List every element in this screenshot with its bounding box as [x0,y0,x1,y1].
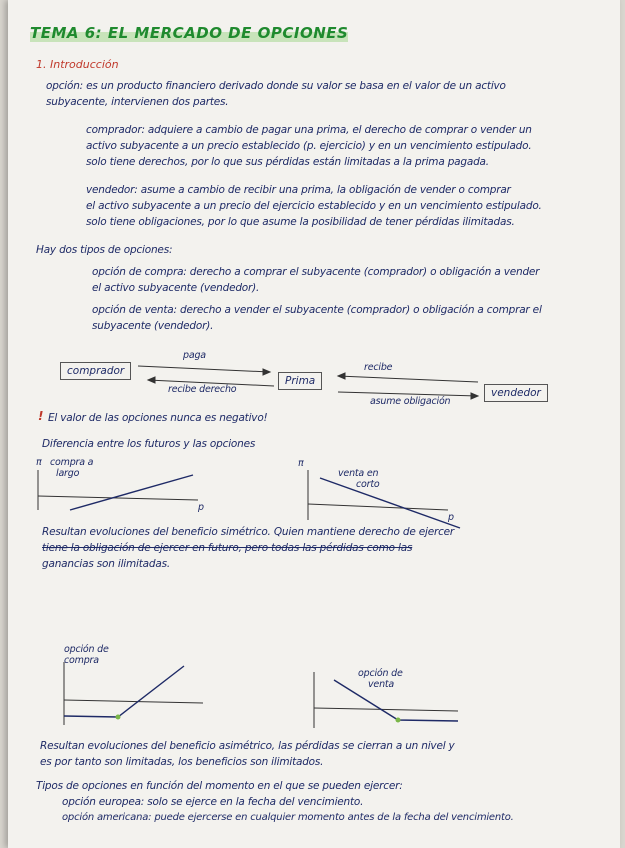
diagram-comprador-box: comprador [60,362,131,380]
diagram-asume-label: asume obligación [370,396,451,407]
graph2-axis-x [308,504,448,510]
graph1-pi: π [36,457,42,468]
warning-text: El valor de las opciones nunca es negativo! [48,412,268,424]
graph2-pi: π [298,458,304,469]
venta-line-1: opción de venta: derecho a vender el subyacente (comprador) o obligación a comprar el [92,304,542,316]
diagram-recibe-label: recibe [364,362,393,373]
opcion-americana: opción americana: puede ejercerse en cualquier momento antes de la fecha del vencimiento. [62,812,514,823]
graph4-label-1: opción de [358,668,403,679]
vendedor-line-2: el activo subyacente a un precio del ejercicio establecido y en un vencimiento estipulado. [86,200,542,212]
vendedor-line-1: vendedor: asume a cambio de recibir una prima, la obligación de vender o comprar [86,184,511,196]
venta-line-2: subyacente (vendedor). [92,320,214,332]
graph4-label-2: venta [368,679,395,690]
resultado2-line-1: Resultan evoluciones del beneficio asimétrico, las pérdidas se cierran a un nivel y [40,740,455,752]
diagram-prima-box: Prima [278,372,322,390]
graph2-label-2: corto [356,479,380,490]
comprador-line-2: activo subyacente a un precio establecido (p. ejercicio) y en un vencimiento estipulado. [86,140,532,152]
tipos-intro: Hay dos tipos de opciones: [36,244,173,256]
graph1-label-2: largo [56,468,80,479]
graph2-payoff-line [320,478,460,528]
graph3-label-2: compra [64,655,99,666]
resultado2-line-2: es por tanto son limitadas, los beneficios son ilimitados. [40,756,324,768]
graph1-p: p [198,502,204,513]
graph1-payoff-line [70,475,193,510]
graph4-payoff-line [334,680,458,721]
compra-line-2: el activo subyacente (vendedor). [92,282,260,294]
payoff-graphs [8,0,620,848]
resultado1-line-2: tiene la obligación de ejercer en futuro, pero todas las pérdidas como las [42,542,413,554]
tipos-ejercer-heading: Tipos de opciones en función del momento en el que se pueden ejercer: [36,780,403,792]
vendedor-line-3: solo tiene obligaciones, por lo que asume la posibilidad de tener pérdidas ilimitadas. [86,216,515,228]
notebook-page [8,0,620,848]
graph3-axis-x [64,700,203,703]
comprador-line-1: comprador: adquiere a cambio de pagar una prima, el derecho de comprar o vender un [86,124,532,136]
graph2-p: p [448,512,454,523]
graph2-label-1: venta en [338,468,379,479]
graph4-strike-point [396,718,401,723]
opcion-europea: opción europea: solo se ejerce en la fecha del vencimiento. [62,796,364,808]
resultado1-line-3: ganancias son ilimitadas. [42,558,171,570]
comprador-line-3: solo tiene derechos, por lo que sus pérdidas están limitadas a la prima pagada. [86,156,489,168]
warning-mark: ! [38,409,44,423]
compra-line-1: opción de compra: derecho a comprar el subyacente (comprador) o obligación a vender [92,266,540,278]
graph4-axis-x [314,708,458,711]
section-heading: 1. Introducción [36,58,119,71]
page-title: TEMA 6: EL MERCADO DE OPCIONES [30,24,349,42]
resultado1-line-1: Resultan evoluciones del beneficio simétrico. Quien mantiene derecho de ejercer [42,526,455,538]
intro-line-2: subyacente, intervienen dos partes. [46,96,229,108]
diferencia-heading: Diferencia entre los futuros y las opciones [42,438,256,450]
diagram-vendedor-box: vendedor [484,384,548,402]
diagram-recibe-derecho-label: recibe derecho [168,384,237,395]
graph3-strike-point [116,715,121,720]
diagram-paga-label: paga [183,350,206,361]
graph3-label-1: opción de [64,644,109,655]
intro-line-1: opción: es un producto financiero derivado donde su valor se basa en el valor de un activo [46,80,506,92]
graph1-label-1: compra a [50,457,94,468]
graph3-payoff-line [64,666,184,717]
